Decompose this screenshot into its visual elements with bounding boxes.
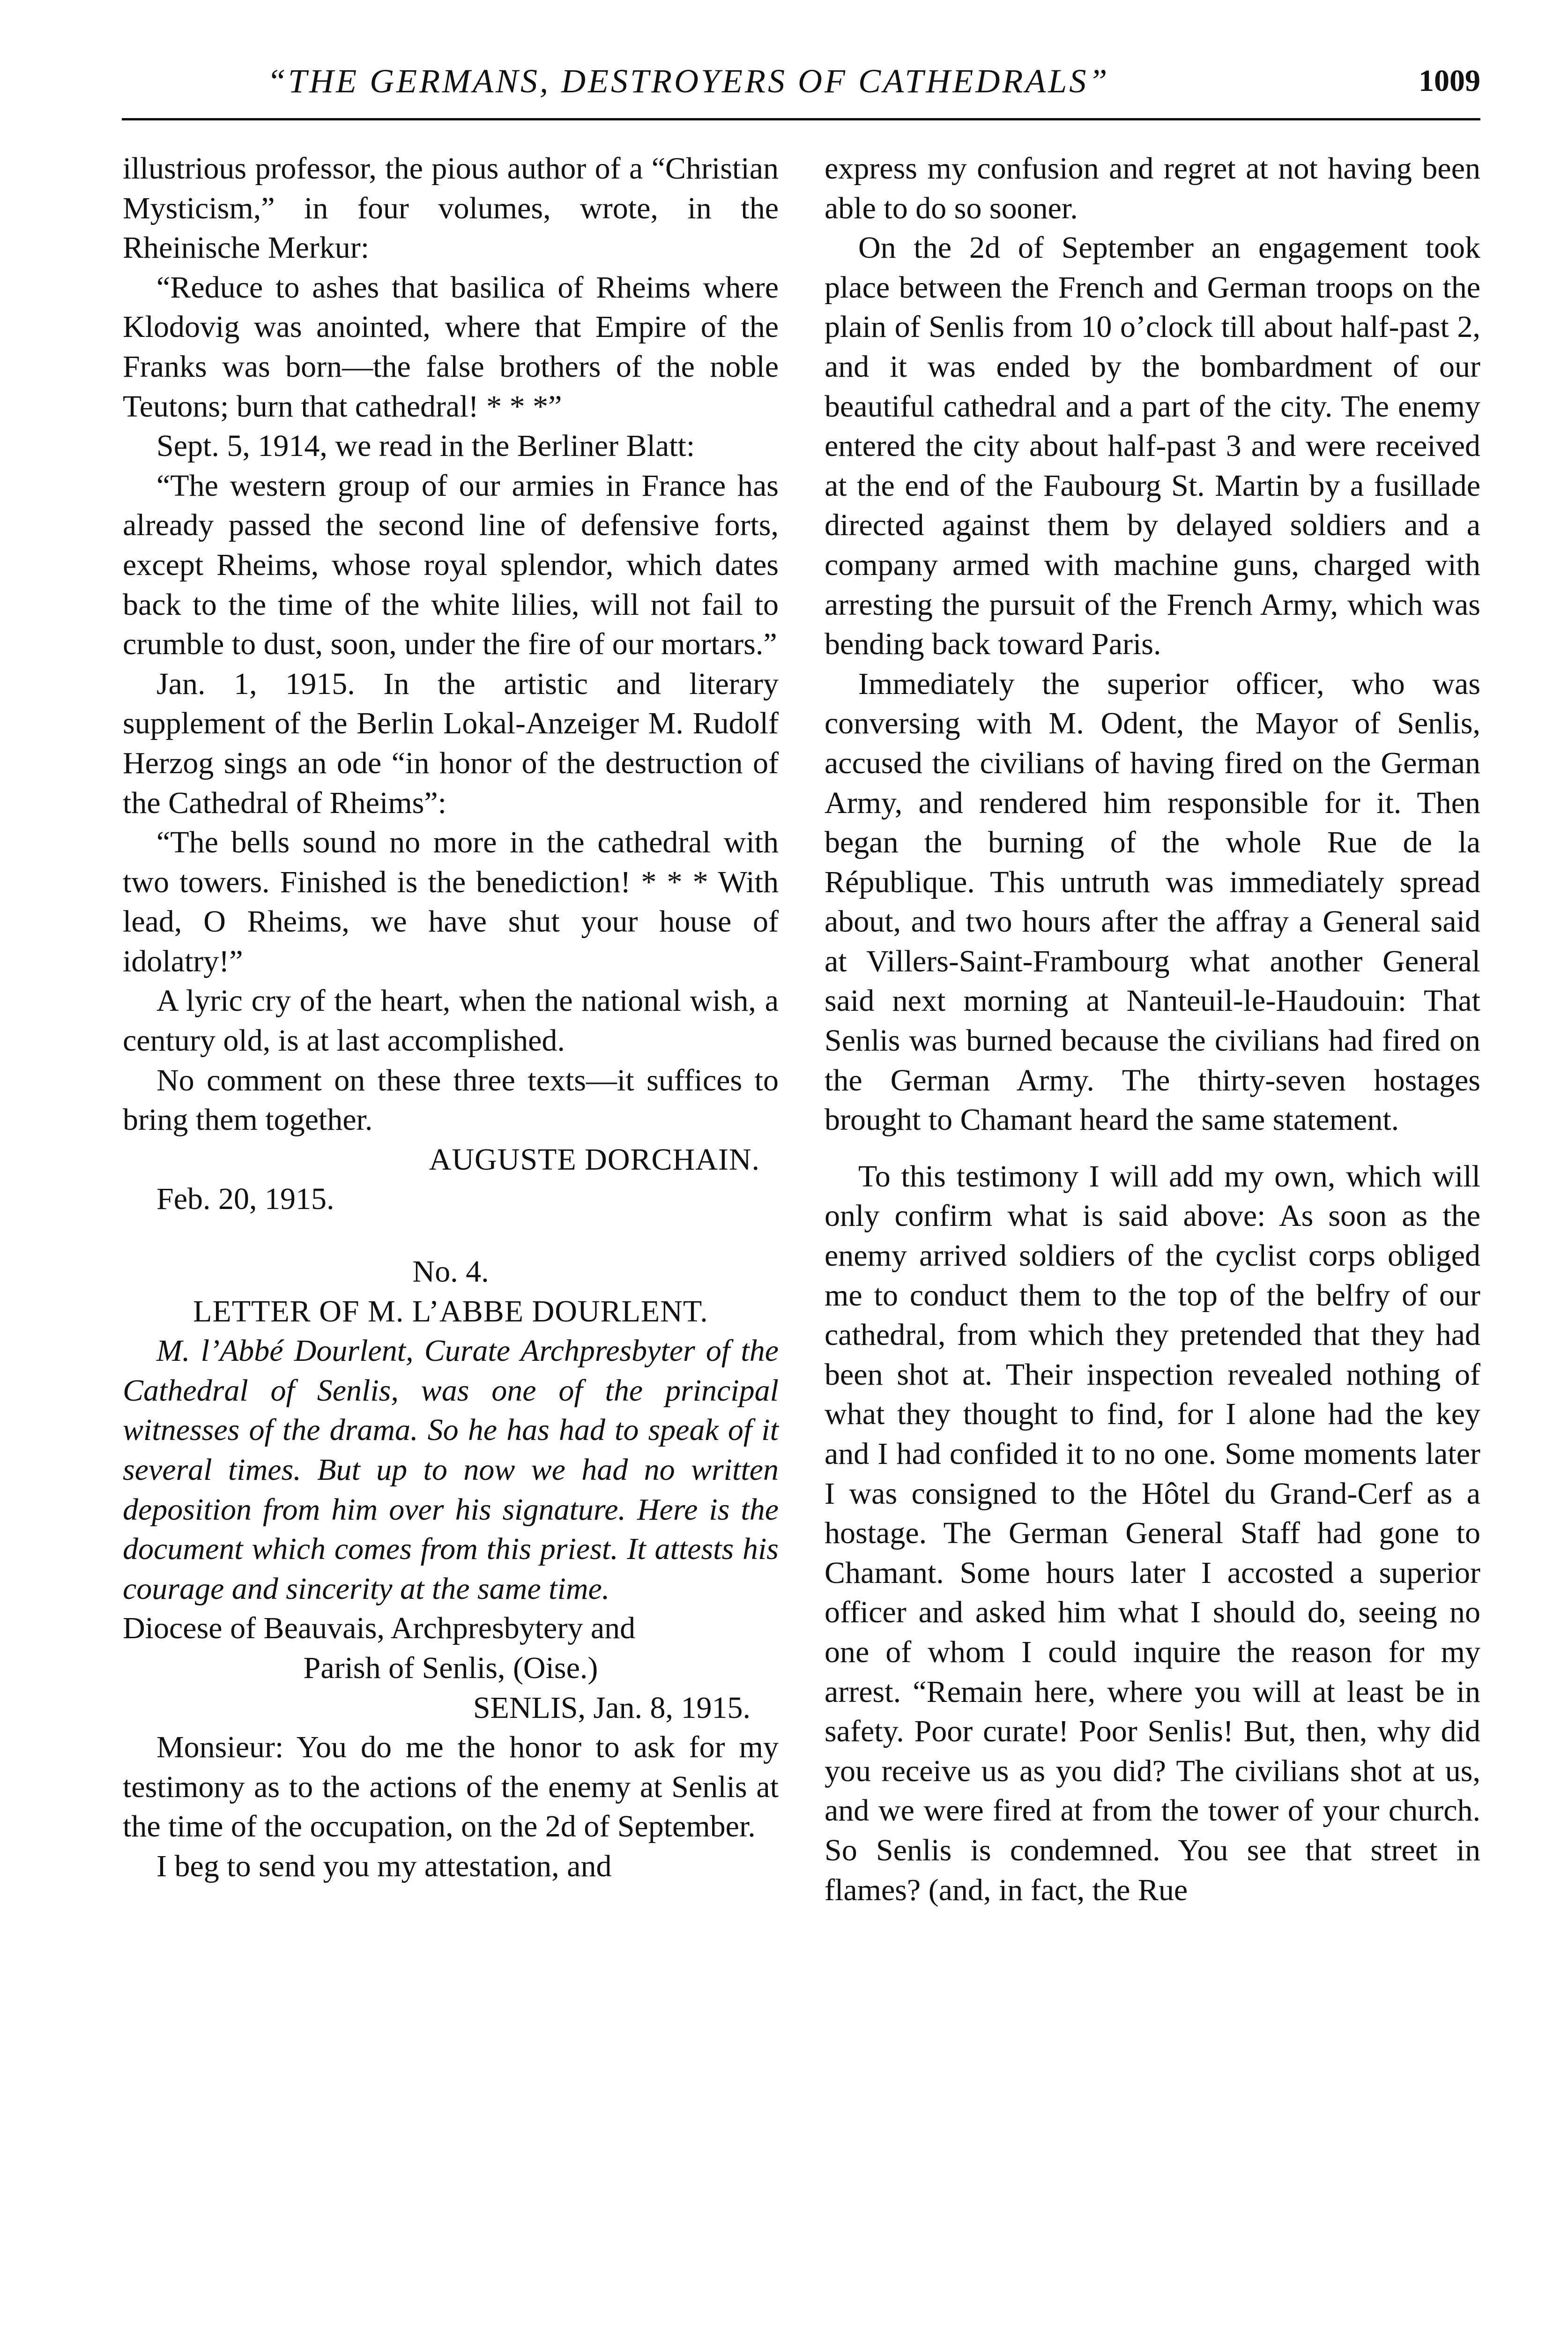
letter-heading-line-1: Diocese of Beauvais, Archpresbytery and: [123, 1611, 636, 1646]
header-rule: [122, 118, 1480, 120]
editorial-intro: M. l’Abbé Dourlent, Curate Archpresbyter of the Cathedral of Senlis, was one of the principal witnesses of the drama. So he has had to speak of it several times. But up to now we had no written deposition from him over his signature. Here is the document which comes from this priest. It attests his courage and sincerity at the same time.: [123, 1334, 779, 1606]
quote-paragraph: “Reduce to ashes that basilica of Rheims where Klodovig was anointed, where that Empire of the Franks was born—the false brothers of the noble Teutons; burn that cathedral! * * *”: [123, 270, 779, 424]
quote-paragraph: “The bells sound no more in the cathedral with two towers. Finished is the benediction! * * * With lead, O Rheims, we have shut your house of idolatry!”: [123, 825, 779, 978]
paragraph: No comment on these three texts—it suffices to bring them together.: [123, 1063, 779, 1137]
right-column: [825, 149, 1480, 1910]
left-column: [123, 149, 779, 1887]
page-number: 1009: [1419, 64, 1480, 98]
author-signature: AUGUSTE DORCHAIN.: [429, 1142, 760, 1177]
paragraph: A lyric cry of the heart, when the national wish, a century old, is at last accomplished.: [123, 984, 779, 1058]
paragraph: Sept. 5, 1914, we read in the Berliner Blatt:: [156, 429, 695, 463]
paragraph: express my confusion and regret at not having been able to do so sooner.: [825, 151, 1480, 225]
running-title: “THE GERMANS, DESTROYERS OF CATHEDRALS”: [267, 62, 1110, 100]
paragraph: On the 2d of September an engagement took place between the French and German troops on the plain of Senlis from 10 o’clock till about half-past 2, and it was ended by the bombardment of our beautiful cathedral and a part of the city. The enemy entered the city about half-past 3 and were received at the end of the Faubourg St. Martin by a fusillade directed against them by delayed soldiers and a company armed with machine guns, charged with arresting the pursuit of the French Army, which was bending back toward Paris.: [825, 231, 1480, 662]
letter-heading-line-2: Parish of Senlis, (Oise.): [303, 1650, 598, 1685]
running-header: [122, 55, 1480, 107]
paragraph: illustrious professor, the pious author of a “Christian Mysticism,” in four volumes, wrote, in the Rheinische Merkur:: [123, 151, 779, 265]
paragraph: Jan. 1, 1915. In the artistic and literary supplement of the Berlin Lokal-Anzeiger M. Rudolf Herzog sings an ode “in honor of the destruction of the Cathedral of Rheims”:: [123, 666, 779, 820]
letter-place-date: SENLIS, Jan. 8, 1915.: [473, 1690, 751, 1725]
paragraph: I beg to send you my attestation, and: [156, 1849, 612, 1883]
section-title: LETTER OF M. L’ABBE DOURLENT.: [193, 1294, 708, 1328]
letter-salutation-paragraph: Monsieur: You do me the honor to ask for my testimony as to the actions of the enemy at Senlis at the time of the occupation, on the 2d of September.: [123, 1730, 779, 1844]
signature-date: Feb. 20, 1915.: [156, 1182, 334, 1216]
quote-paragraph: “The western group of our armies in France has already passed the second line of defensive forts, except Rheims, whose royal splendor, which dates back to the time of the white lilies, will not fail to crumble to dust, soon, under the fire of our mortars.”: [123, 468, 779, 662]
paragraph: To this testimony I will add my own, which will only confirm what is said above: As soon as the enemy arrived soldiers of the cyclist corps obliged me to conduct them to the top of the belfry of our cathedral, from which they pretended that they had been shot at. Their inspection revealed nothing of what they thought to find, for I alone had the key and I had confided it to no one. Some moments later I was consigned to the Hôtel du Grand-Cerf as a hostage. The German General Staff had gone to Chamant. Some hours later I accosted a superior officer and asked him what I should do, seeing no one of whom I could inquire the reason for my arrest. “Remain here, where you will at least be in safety. Poor curate! Poor Senlis! But, then, why did you receive us as you did? The civilians shot at us, and we were fired at from the tower of your church. So Senlis is condemned. You see that street in flames? (and, in fact, the Rue: [825, 1159, 1480, 1907]
section-number: No. 4.: [412, 1254, 489, 1289]
paragraph: Immediately the superior officer, who was conversing with M. Odent, the Mayor of Senlis, accused the civilians of having fired on the German Army, and rendered him responsible for it. Then began the burning of the whole Rue de la République. This untruth was immediately spread about, and two hours after the affray a General said at Villers-Saint-Frambourg what another General said next morning at Nanteuil-le-Haudouin: That Senlis was burned because the civilians had fired on the German Army. The thirty-seven hostages brought to Chamant heard the same statement.: [825, 666, 1480, 1137]
